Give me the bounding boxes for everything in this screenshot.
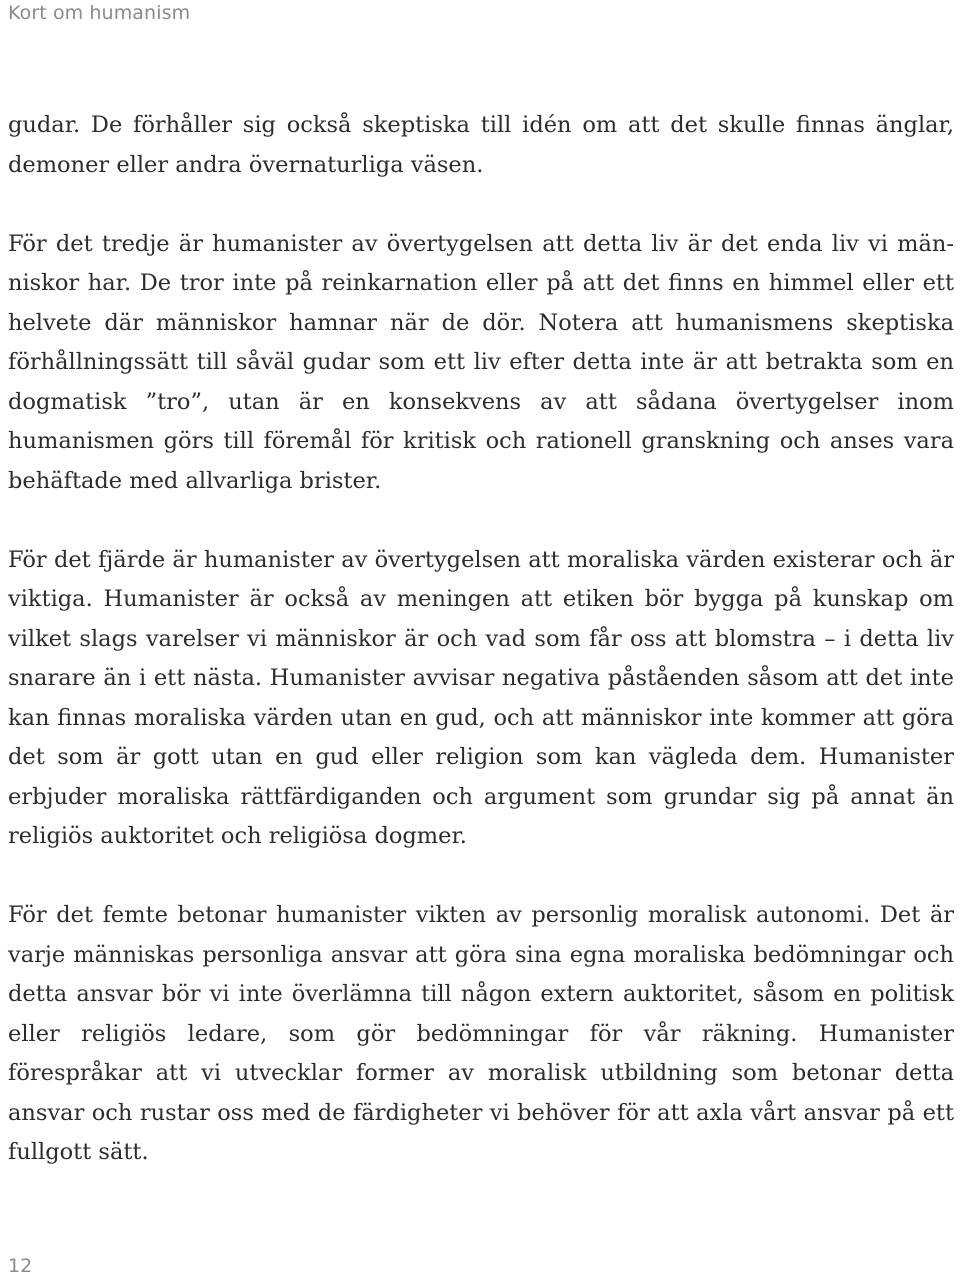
paragraph-2: För det tredje är humanister av övertygelsen att detta liv är det enda liv vi människor har. De tror inte på reinkarnation eller på att det finns en himmel eller ett helvete där människor hamnar när de dör. Notera att humanismens skeptiska förhållningssätt till såväl gudar som ett liv efter detta inte är att betrakta som en dogmatisk ”tro”, utan är en konsekvens av att sådana övertygelser inom humanismen görs till föremål för kritisk och rationell granskning och anses vara behäftade med allvarliga brister. (8, 230, 954, 494)
paragraph-4: För det femte betonar humanister vikten av personlig moralisk autonomi. Det är varje människas personliga ansvar att göra sina egna moraliska bedömningar och detta ansvar bör vi inte överlämna till någon extern auktoritet, såsom en politisk eller religiös ledare, som gör bedömningar för vår räkning. Humanister förespråkar att vi utvecklar former av moralisk utbildning som betonar detta ansvar och rustar oss med de färdigheter vi behöver för att axla vårt ansvar på ett fullgott sätt. (8, 902, 954, 1165)
paragraph-1: gudar. De förhåller sig också skeptiska till idén om att det skulle finnas änglar, demoner eller andra övernaturliga väsen. (8, 112, 954, 178)
body-text (8, 106, 954, 1173)
page-number: 12 (8, 1255, 33, 1277)
paragraph-3: För det fjärde är humanister av övertygelsen att moraliska värden existerar och är viktiga. Humanister är också av meningen att etiken bör bygga på kunskap om vilket slags varelser vi människor är och vad som får oss att blomstra – i detta liv snarare än i ett nästa. Humanister avvisar negativa påståenden såsom att det inte kan finnas moraliska värden utan en gud, och att människor inte kommer att göra det som är gott utan en gud eller religion som kan vägleda dem. Humanister erbjuder moraliska rättfärdiganden och argument som grundar sig på annat än religiös auktoritet och religiösa dogmer. (8, 546, 954, 849)
running-header-title: Kort om humanism (8, 2, 191, 24)
